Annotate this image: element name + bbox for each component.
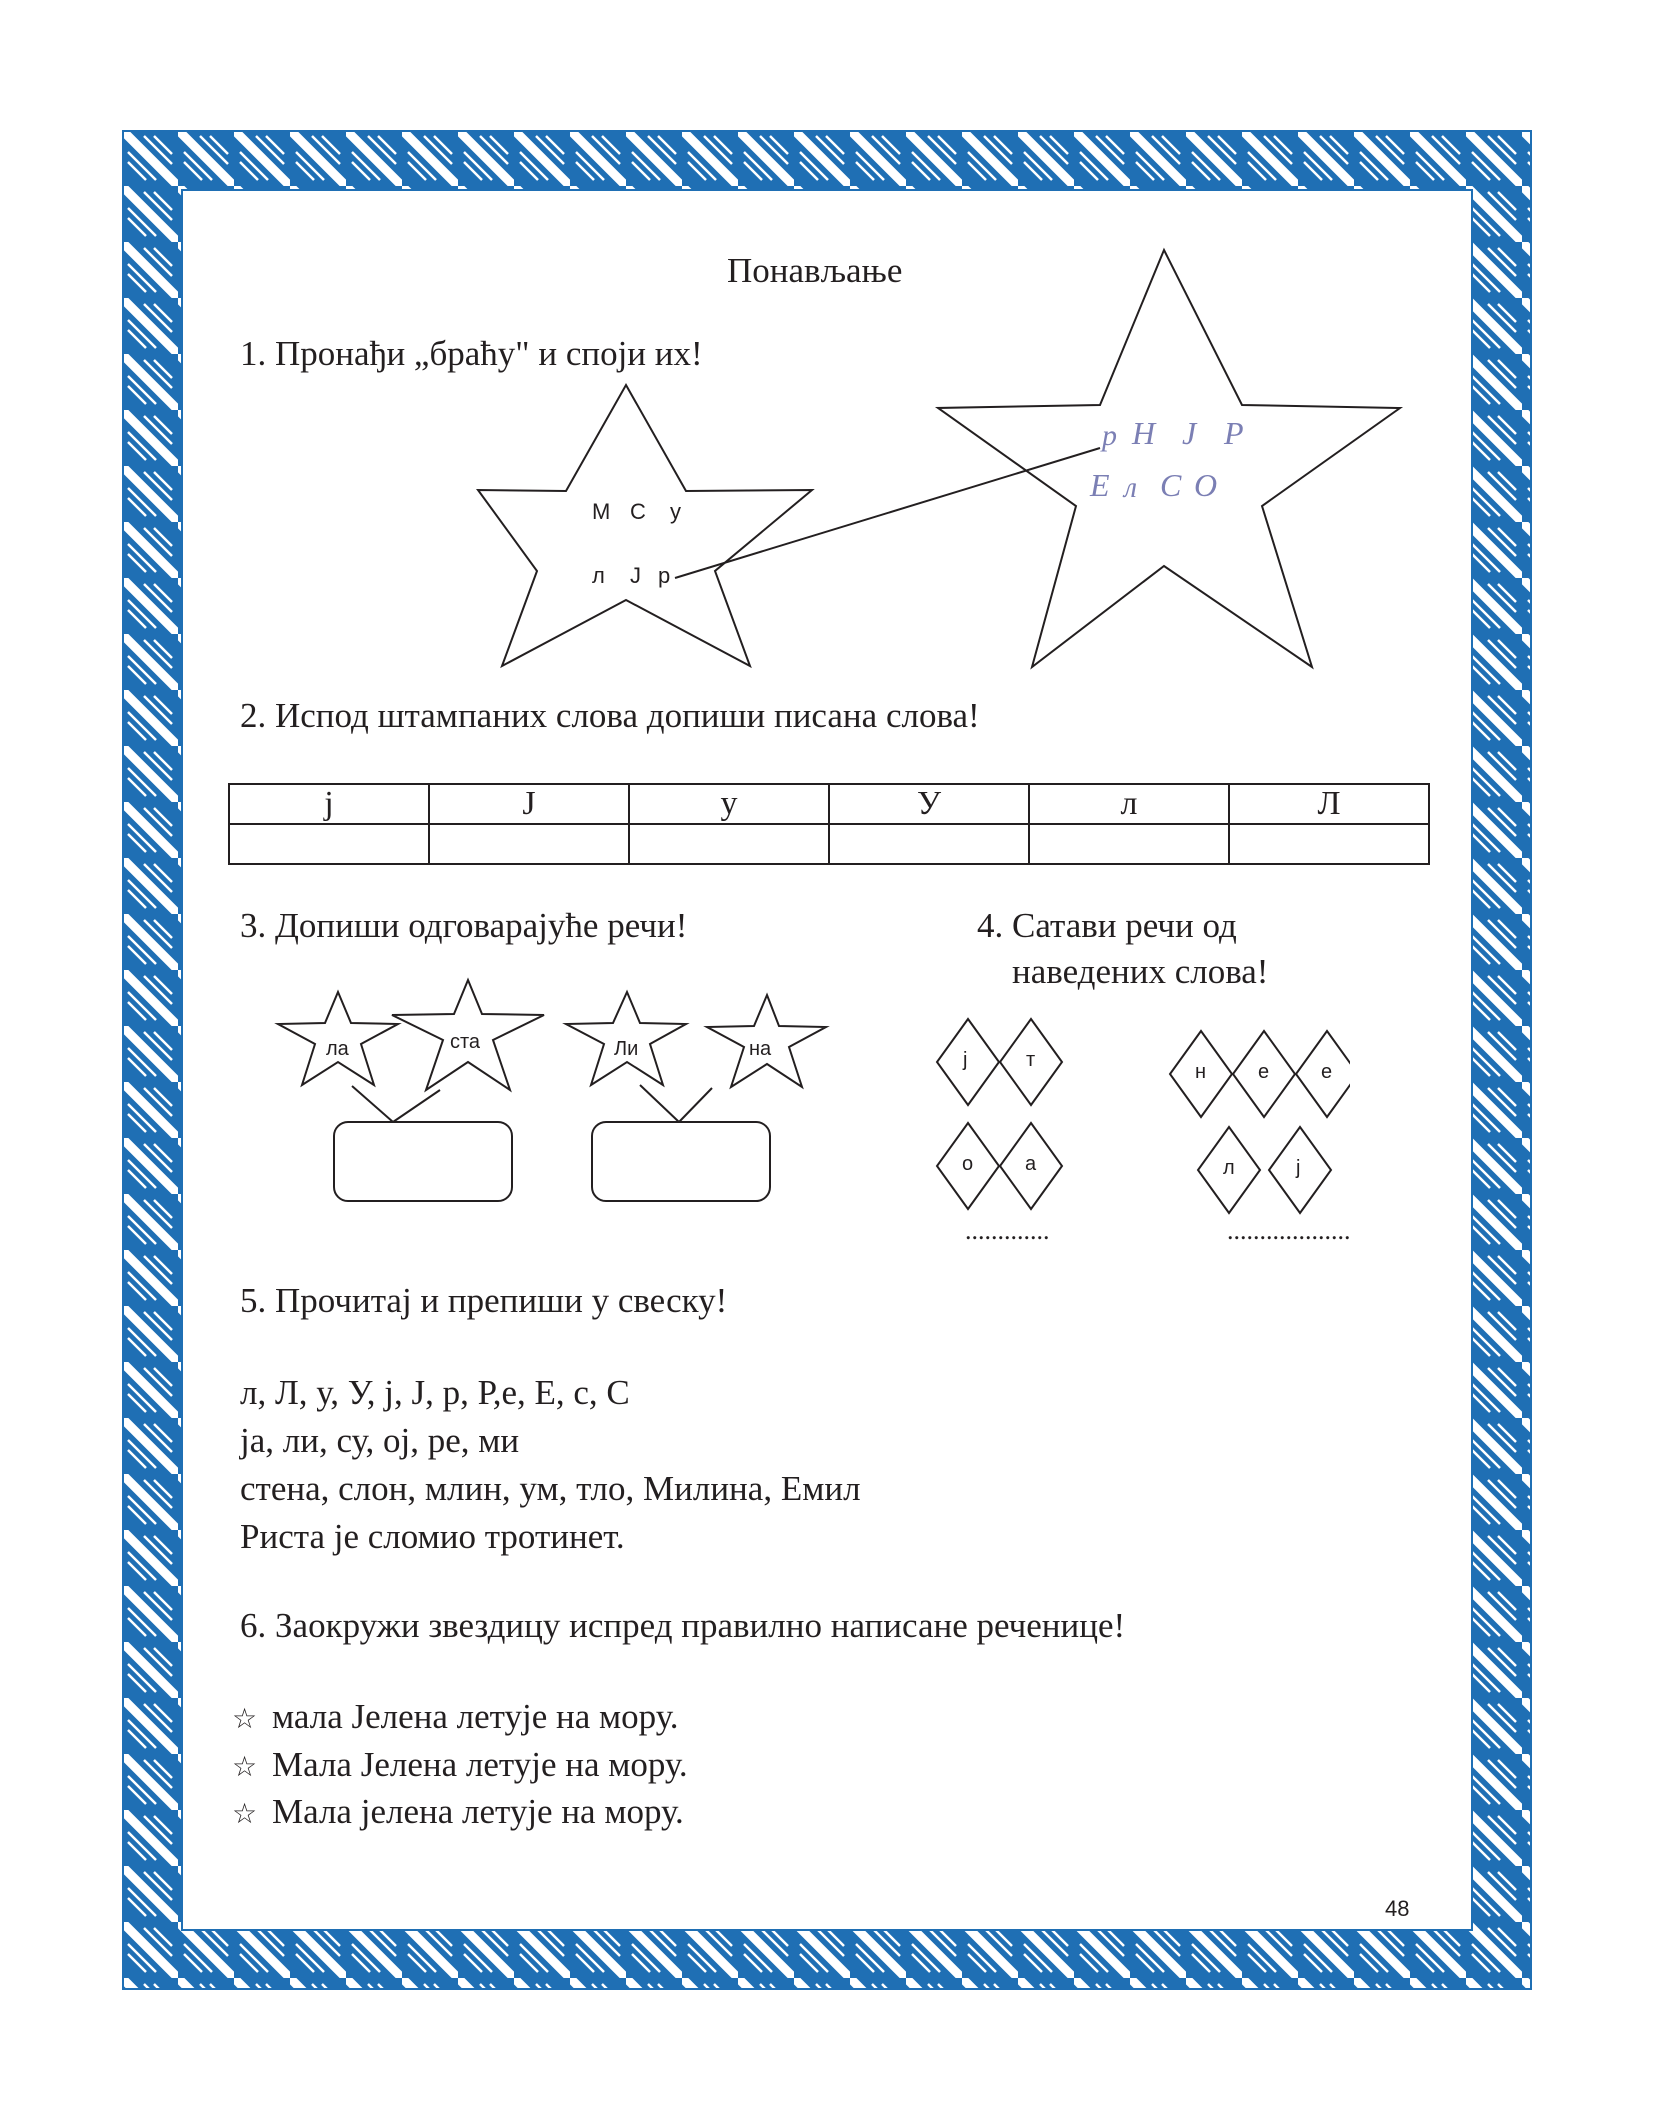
task1-stars [0,0,1654,700]
table-cell: ј [229,784,429,824]
star-icon[interactable]: ☆ [232,1797,258,1830]
reading-line: стена, слон, млин, ум, тло, Милина, Емил [240,1469,861,1508]
diamond-letter: н [1195,1061,1207,1083]
table-cell: Л [1229,784,1429,824]
printed-letter: р [658,563,671,588]
sentence-option [232,1697,678,1737]
cursive-letter: л [1124,471,1138,504]
answer-cell[interactable] [829,824,1029,864]
answer-cell[interactable] [429,824,629,864]
reading-line: л, Л, у, У, ј, Ј, р, Р,е, Е, с, С [240,1373,630,1412]
star-syllable: Ли [614,1038,639,1060]
reading-line: Риста је сломио тротинет. [240,1517,625,1556]
task1-heading: 1. Пронађи „браћу" и споји их! [240,334,703,373]
diamond-letter: т [1026,1049,1036,1071]
task2-heading: 2. Испод штампаних слова допиши писана слова! [240,696,980,735]
diamond-letter: о [962,1153,974,1175]
answer-cell[interactable] [1029,824,1229,864]
task4-heading-line2: наведених слова! [1012,952,1269,991]
cursive-letter: О [1194,467,1218,503]
task6-heading: 6. Заокружи звездицу испред правилно написане реченице! [240,1606,1126,1645]
answer-cell[interactable] [229,824,429,864]
task4-diamonds [930,1010,1350,1220]
diamond-letter: ј [963,1049,968,1071]
sentence-option [232,1745,688,1785]
cursive-letter: Е [1090,467,1110,503]
diamond-letter: а [1025,1153,1037,1175]
sentence-option [232,1792,684,1832]
answer-box [592,1122,770,1201]
task3-diagram [0,960,830,1210]
task5-heading: 5. Прочитај и препиши у свеску! [240,1281,728,1320]
printed-letter: у [670,499,681,524]
printed-letter: Ј [630,563,641,588]
sentence-text: мала Јелена летује на мору. [272,1697,679,1736]
sentence-text: Мала јелена летује на мору. [272,1792,684,1831]
star-syllable: ста [450,1031,481,1053]
cursive-letter: Ј [1182,415,1197,451]
letters-table [228,783,1430,865]
table-cell: Ј [429,784,629,824]
table-cell: л [1029,784,1229,824]
answer-dots[interactable]: ............. [965,1216,1050,1245]
sentence-text: Мала Јелена летује на мору. [272,1745,688,1784]
answer-box [334,1122,512,1201]
reading-line: ја, ли, су, ој, ре, ми [240,1421,520,1460]
diamond-letter: е [1258,1061,1270,1083]
printed-letter: М [592,499,611,524]
letter-diamond [937,1019,999,1105]
answer-dots[interactable]: ................... [1227,1216,1351,1245]
task4-heading-line1: 4. Сатави речи од [977,906,1237,945]
page-number: 48 [1385,1896,1410,1921]
answer-cell[interactable] [1229,824,1429,864]
cursive-letters-star [938,250,1400,667]
answer-cell[interactable] [629,824,829,864]
cursive-letter: Н [1132,415,1156,451]
page-title: Понављање [727,251,903,290]
star-icon[interactable]: ☆ [232,1750,258,1783]
task3-heading: 3. Допиши одговарајуће речи! [240,906,688,945]
diamond-letter: л [1223,1157,1235,1179]
star-syllable: на [749,1038,772,1060]
cursive-letter: С [1160,467,1182,503]
printed-letter: л [592,563,605,588]
printed-letter: С [630,499,646,524]
cursive-letter: р [1102,419,1117,452]
diamond-letter: е [1321,1061,1333,1083]
diamond-letter: ј [1296,1157,1301,1179]
star-syllable: ла [326,1038,349,1060]
cursive-letter: Р [1224,415,1244,451]
printed-letters-star [478,385,812,666]
table-cell: У [829,784,1029,824]
star-icon[interactable]: ☆ [232,1702,258,1735]
table-cell: у [629,784,829,824]
connection-line [675,448,1100,578]
